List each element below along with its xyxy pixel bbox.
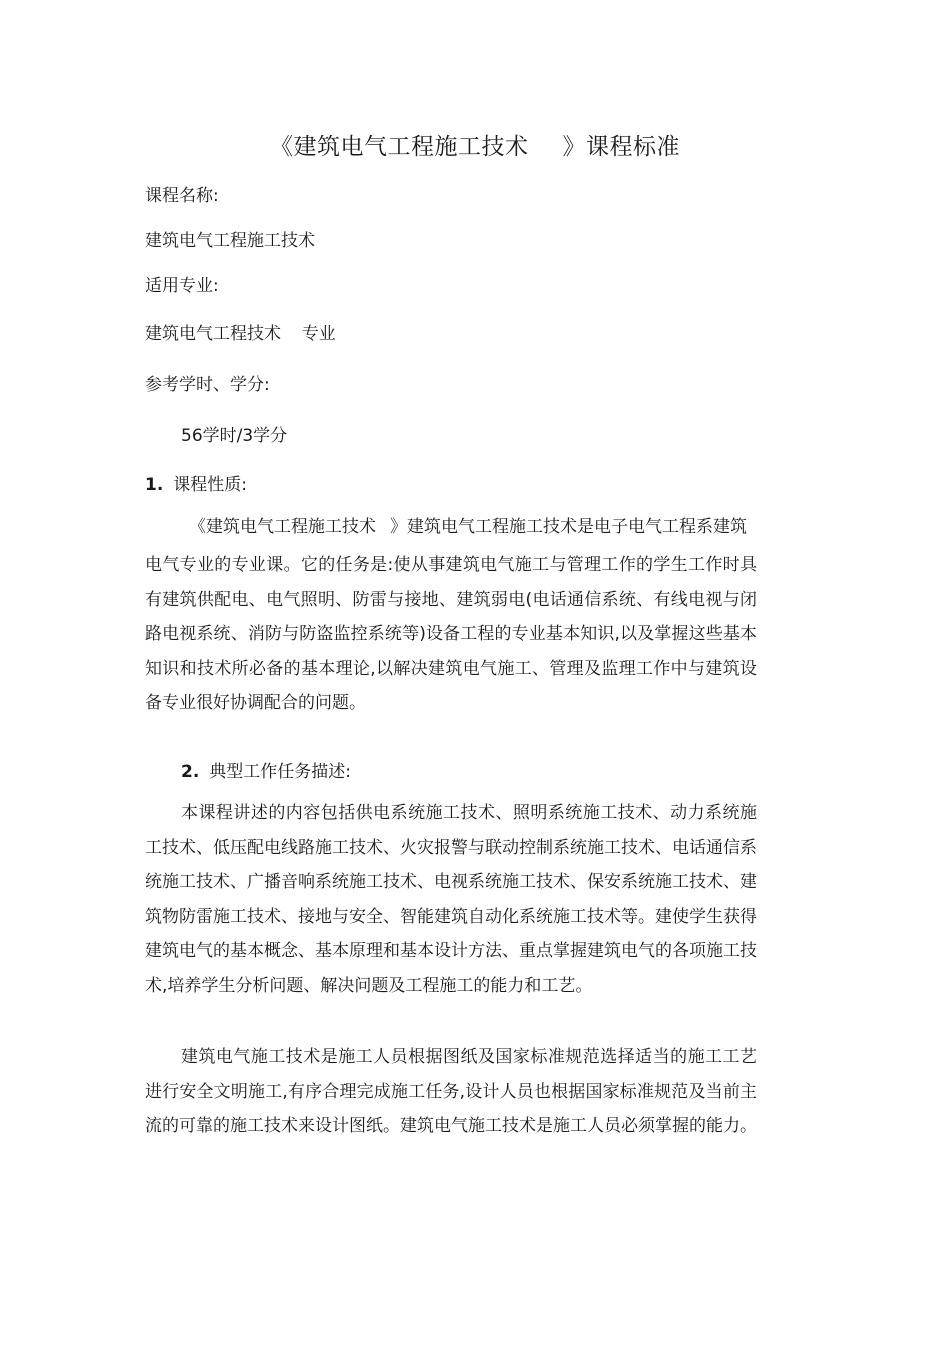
major-value: [145, 319, 336, 344]
section2-heading: [181, 757, 351, 782]
major-label: 适用专业:: [145, 276, 219, 296]
section1-number: 1.: [145, 475, 164, 495]
course-name-label: 课程名称:: [145, 186, 219, 206]
section1-first-line-b: 》建筑电气工程施工技术是电子电气工程系建筑: [390, 517, 747, 537]
major-value-suffix: 专业: [301, 324, 336, 344]
title-left: 《建筑电气工程施工技术: [270, 134, 529, 160]
section1-heading: [145, 470, 247, 495]
section1-title: 课程性质:: [173, 475, 248, 495]
major-value-name: 建筑电气工程技术: [145, 324, 281, 344]
section2-title: 典型工作任务描述:: [209, 762, 352, 782]
document-title: [0, 128, 950, 161]
section2-number: 2.: [181, 762, 200, 782]
title-right: 》课程标准: [562, 134, 680, 160]
section2-paragraph-2: 建筑电气施工技术是施工人员根据图纸及国家标准规范选择适当的施工工艺进行安全文明施工,有序合理完成施工任务,设计人员也根据国家标准规范及当前主流的可靠的施工技术来设计图纸。建筑电气施工技术是施工人员必须掌握的能力。: [145, 1047, 757, 1136]
course-name-value: 建筑电气工程施工技术: [145, 231, 315, 251]
section1-first-line: [189, 512, 747, 537]
hours-value: 56学时/3学分: [181, 426, 288, 446]
section1-paragraph: 电气专业的专业课。它的任务是:使从事建筑电气施工与管理工作的学生工作时具有建筑供配电、电气照明、防雷与接地、建筑弱电(电话通信系统、有线电视与闭路电视系统、消防与防盗监控系统等)设备工程的专业基本知识,以及掌握这些基本知识和技术所必备的基本理论,以解决建筑电气施工、管理及监理工作中与建筑设备专业很好协调配合的问题。: [145, 555, 757, 713]
section1-first-line-a: 《建筑电气工程施工技术: [189, 517, 376, 537]
section2-paragraph-1: 本课程讲述的内容包括供电系统施工技术、照明系统施工技术、动力系统施工技术、低压配电线路施工技术、火灾报警与联动控制系统施工技术、电话通信系统施工技术、广播音响系统施工技术、电视系统施工技术、保安系统施工技术、建筑物防雷施工技术、接地与安全、智能建筑自动化系统施工技术等。建使学生获得建筑电气的基本概念、基本原理和基本设计方法、重点掌握建筑电气的各项施工技术,培养学生分析问题、解决问题及工程施工的能力和工艺。: [145, 803, 757, 996]
hours-label: 参考学时、学分:: [145, 375, 270, 395]
